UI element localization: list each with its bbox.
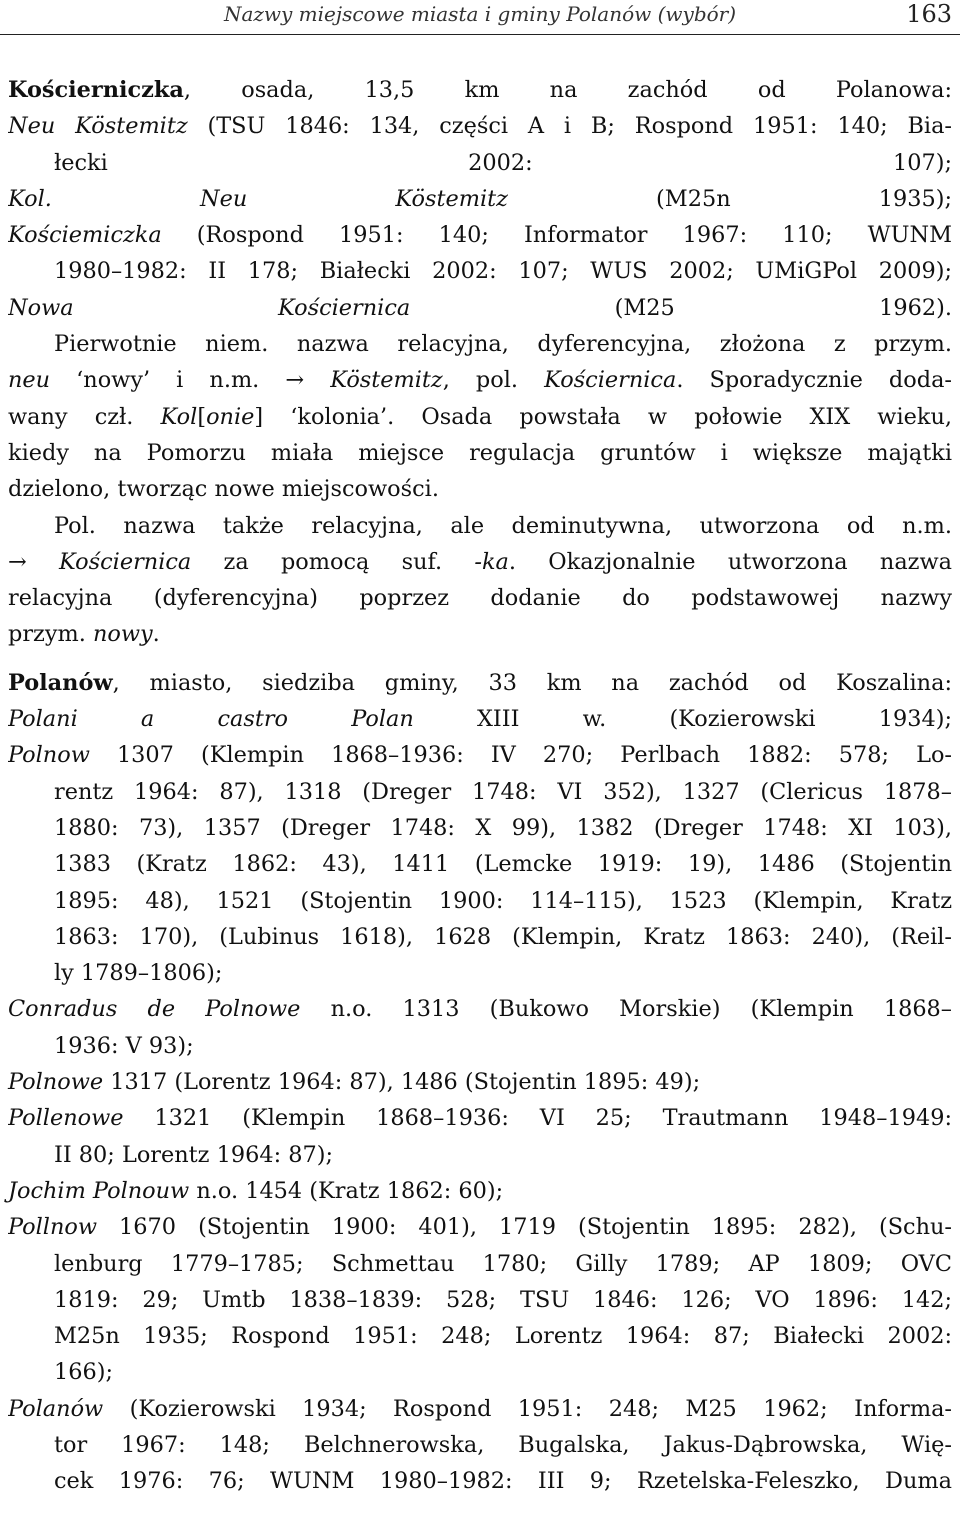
italic-form: Polnowe [8, 1069, 104, 1096]
text-line [8, 72, 952, 108]
text-segment: 1321 (Klempin 1868–1936: VI 25; Trautmann 1948–1949: [123, 1105, 952, 1132]
text-line [8, 919, 952, 955]
text-segment: przym. [8, 621, 93, 648]
running-header [0, 0, 960, 35]
text-line [8, 544, 952, 580]
text-line [8, 991, 952, 1027]
text-segment: 1863: 170), (Lubinus 1618), 1628 (Klempin, Kratz 1863: 240), (Reil- [54, 923, 952, 950]
text-line [8, 701, 952, 737]
text-segment: XIII w. (Kozierowski 1934); [413, 706, 952, 733]
text-line [8, 1209, 952, 1245]
text-segment: łecki 2002: 107); [54, 149, 952, 176]
italic-form: Kościernica [544, 367, 677, 394]
italic-form: Jochim Polnouw [8, 1177, 190, 1204]
text-segment: , osada, 13,5 km na zachód od Polanowa: [183, 77, 952, 103]
italic-form: Pollenowe [8, 1105, 124, 1132]
text-line [8, 737, 952, 773]
italic-form: Kol [160, 403, 198, 430]
text-segment: , miasto, siedziba gminy, 33 km na zachód od Koszalina: [112, 669, 952, 696]
dictionary-body [8, 72, 952, 1500]
text-segment: (M25n 1935); [507, 185, 952, 212]
italic-form: Kościemiczka [8, 222, 162, 249]
text-segment: (Rospond 1951: 140; Informator 1967: 110; WUNM [161, 222, 952, 249]
text-line [8, 362, 952, 398]
italic-form: nowy [92, 621, 153, 648]
text-segment: 1895: 48), 1521 (Stojentin 1900: 114–115), 1523 (Klempin, Kratz [54, 887, 952, 914]
italic-form: Köstemitz [330, 367, 443, 394]
italic-form: Neu Köstemitz [8, 113, 188, 140]
text-segment: n.o. 1454 (Kratz 1862: 60); [189, 1177, 504, 1204]
text-line [8, 1246, 952, 1282]
italic-form: Polnow [8, 742, 90, 769]
italic-form: Kol. Neu Köstemitz [8, 185, 508, 212]
text-segment: 1670 (Stojentin 1900: 401), 1719 (Stojentin 1895: 282), (Schu- [97, 1214, 952, 1241]
text-segment: 1819: 29; Umtb 1838–1839: 528; TSU 1846: 126; VO 1896: 142; [54, 1286, 952, 1313]
text-segment: II 80; Lorentz 1964: 87); [54, 1141, 334, 1168]
italic-form: Pollnow [8, 1214, 98, 1241]
dictionary-entry [8, 665, 952, 1500]
text-segment: (TSU 1846: 134, części A i B; Rospond 1951: 140; Bia- [187, 113, 952, 140]
text-line [8, 108, 952, 144]
text-segment: . Sporadycznie doda- [676, 367, 952, 394]
text-line [8, 616, 952, 652]
text-segment: lenburg 1779–1785; Schmettau 1780; Gilly 1789; AP 1809; OVC [54, 1250, 952, 1277]
text-line [8, 326, 952, 362]
text-segment: 166); [54, 1359, 114, 1386]
text-segment: Pierwotnie niem. nazwa relacyjna, dyferencyjna, złożona z przym. [54, 331, 952, 358]
text-segment: dzielono, tworząc nowe miejscowości. [8, 476, 439, 503]
text-segment: tor 1967: 148; Belchnerowska, Bugalska, Jakus-Dąbrowska, Wię- [54, 1431, 952, 1458]
italic-form: Polanów [8, 1395, 104, 1422]
text-segment: → [8, 548, 60, 575]
italic-form: -ka [474, 548, 509, 575]
text-line [8, 1137, 952, 1173]
text-line [8, 1064, 952, 1100]
text-segment: M25n 1935; Rospond 1951: 248; Lorentz 1964: 87; Białecki 2002: [54, 1323, 952, 1350]
text-line [8, 846, 952, 882]
italic-form: onie [206, 403, 255, 430]
text-line [8, 290, 952, 326]
page-number: 163 [906, 0, 952, 28]
text-segment: 1880: 73), 1357 (Dreger 1748: X 99), 1382 (Dreger 1748: XI 103), [54, 814, 952, 841]
text-line [8, 217, 952, 253]
italic-form: Conradus de Polnowe [8, 996, 301, 1023]
text-line [8, 399, 952, 435]
italic-form: Kościernica [59, 548, 192, 575]
text-line [8, 883, 952, 919]
text-line [8, 1173, 952, 1209]
headword: Polanów [8, 669, 113, 696]
text-segment: 1936: V 93); [54, 1032, 194, 1059]
text-segment: [ [197, 403, 207, 430]
text-segment: (M25 1962). [410, 294, 952, 321]
headword: Kościerniczka [8, 77, 184, 103]
text-segment: 1980–1982: II 178; Białecki 2002: 107; WUS 2002; UMiGPol 2009); [54, 258, 952, 285]
text-segment: wany czł. [8, 403, 161, 430]
text-segment: za pomocą suf. [191, 548, 475, 575]
text-line [8, 181, 952, 217]
text-segment: 1383 (Kratz 1862: 43), 1411 (Lemcke 1919: 19), 1486 (Stojentin [54, 851, 952, 878]
text-line [8, 1427, 952, 1463]
text-line [8, 1100, 952, 1136]
text-segment: kiedy na Pomorzu miała miejsce regulacja gruntów i większe majątki [8, 439, 952, 466]
dictionary-entry [8, 72, 952, 653]
text-line [8, 435, 952, 471]
text-line [8, 1318, 952, 1354]
text-segment: , pol. [442, 367, 545, 394]
text-line [8, 665, 952, 701]
text-line [8, 1391, 952, 1427]
text-segment: ly 1789–1806); [54, 960, 223, 987]
text-line [8, 508, 952, 544]
text-line [8, 1028, 952, 1064]
entry-gap [8, 653, 952, 665]
text-segment: rentz 1964: 87), 1318 (Dreger 1748: VI 352), 1327 (Clericus 1878– [54, 778, 952, 805]
text-segment: ‘nowy’ i n.m. → [50, 367, 331, 394]
text-line [8, 1282, 952, 1318]
italic-form: Polani a castro Polan [8, 706, 414, 733]
running-title: Nazwy miejscowe miasta i gminy Polanów (wybór) [223, 2, 737, 26]
text-line [8, 145, 952, 181]
text-segment: Pol. nazwa także relacyjna, ale deminutywna, utworzona od n.m. [54, 512, 952, 539]
text-segment: cek 1976: 76; WUNM 1980–1982: III 9; Rzetelska-Feleszko, Duma [54, 1468, 952, 1495]
text-segment: (Kozierowski 1934; Rospond 1951: 248; M25 1962; Informa- [103, 1395, 952, 1422]
text-line [8, 471, 952, 507]
text-segment: 1317 (Lorentz 1964: 87), 1486 (Stojentin 1895: 49); [103, 1069, 701, 1096]
text-line [8, 580, 952, 616]
text-segment: . Okazjonalnie utworzona nazwa [508, 548, 952, 575]
italic-form: neu [8, 367, 51, 394]
text-line [8, 955, 952, 991]
text-segment: 1307 (Klempin 1868–1936: IV 270; Perlbach 1882: 578; Lo- [89, 742, 952, 769]
italic-form: Nowa Kościernica [8, 294, 411, 321]
text-line [8, 253, 952, 289]
text-segment: relacyjna (dyferencyjna) poprzez dodanie do podstawowej nazwy [8, 585, 952, 612]
text-line [8, 1463, 952, 1499]
text-segment: ] ‘kolonia’. Osada powstała w połowie XIX wieku, [254, 403, 952, 430]
text-segment: n.o. 1313 (Bukowo Morskie) (Klempin 1868– [300, 996, 952, 1023]
text-line [8, 774, 952, 810]
text-line [8, 810, 952, 846]
text-segment: . [152, 621, 160, 648]
text-line [8, 1354, 952, 1390]
